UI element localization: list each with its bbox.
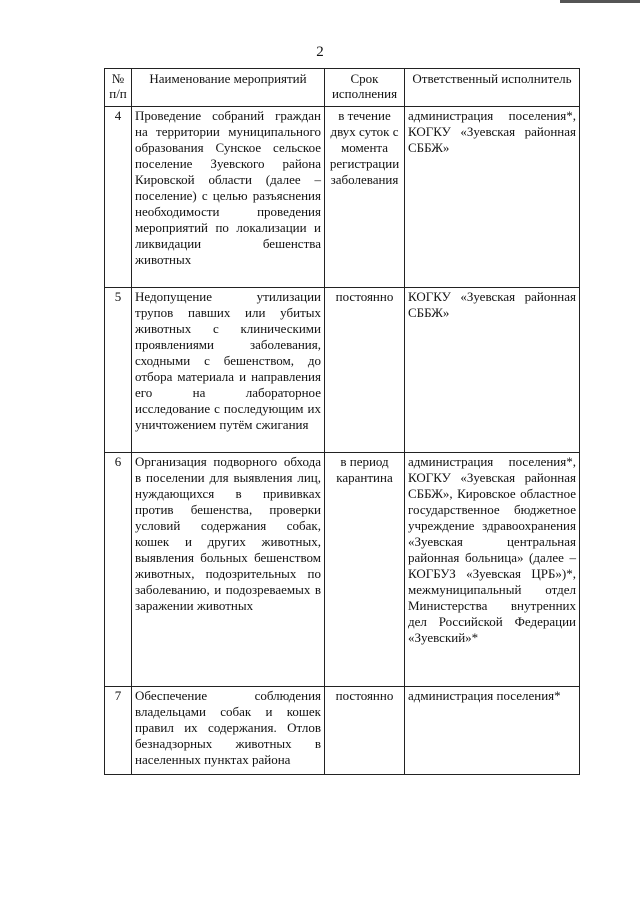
table-row [105, 107, 580, 288]
row-num: 7 [105, 687, 132, 775]
page-number: 2 [316, 44, 324, 60]
row-name: Недопущение утилизации трупов павших или убитых животных с клиническими проявлениями заболевания, сходными с бешенством, до отбора материала и направления его на лабораторное исследование с последующим их уничтожением путём сжигания [132, 288, 325, 453]
measures-table [104, 68, 580, 775]
row-responsible: администрация поселения* [405, 687, 580, 775]
scan-edge-mark [560, 0, 640, 13]
row-name: Обеспечение соблюдения владельцами собак и кошек правил их содержания. Отлов безнадзорных животных в населенных пунктах района [132, 687, 325, 775]
table-row [105, 453, 580, 687]
row-name: Проведение собраний граждан на территории муниципального образования Сунское сельское поселение Зуевского района Кировской области (далее – поселение) с целью разъяснения необходимости проведения мероприятий по локализации и ликвидации бешенства животных [132, 107, 325, 288]
row-responsible: администрация поселения*, КОГКУ «Зуевская районная СББЖ» [405, 107, 580, 288]
row-term: постоянно [325, 687, 405, 775]
row-num: 4 [105, 107, 132, 288]
table-row [105, 288, 580, 453]
row-num: 6 [105, 453, 132, 687]
table-header-row [105, 69, 580, 107]
row-responsible: администрация поселения*, КОГКУ «Зуевская районная СББЖ», Кировское областное государственное бюджетное учреждение здравоохранения «Зуевская центральная районная больница» (далее – КОГБУЗ «Зуевская ЦРБ»)*, межмуниципальный отдел Министерства внутренних дел Российской Федерации «Зуевский»* [405, 453, 580, 687]
row-responsible: КОГКУ «Зуевская районная СББЖ» [405, 288, 580, 453]
table-row [105, 687, 580, 775]
header-name: Наименование мероприятий [132, 69, 325, 107]
header-num: № п/п [105, 69, 132, 107]
row-num: 5 [105, 288, 132, 453]
row-name: Организация подворного обхода в поселении для выявления лиц, нуждающихся в прививках против бешенства, проверки условий содержания собак, кошек и других животных, выявления больных бешенством животных, подозрительных по заболеванию, и подозреваемых в заражении животных [132, 453, 325, 687]
header-term: Срок исполнения [325, 69, 405, 107]
header-responsible: Ответственный исполнитель [405, 69, 580, 107]
row-term: в течение двух суток с момента регистрации заболевания [325, 107, 405, 288]
row-term: постоянно [325, 288, 405, 453]
row-term: в период карантина [325, 453, 405, 687]
